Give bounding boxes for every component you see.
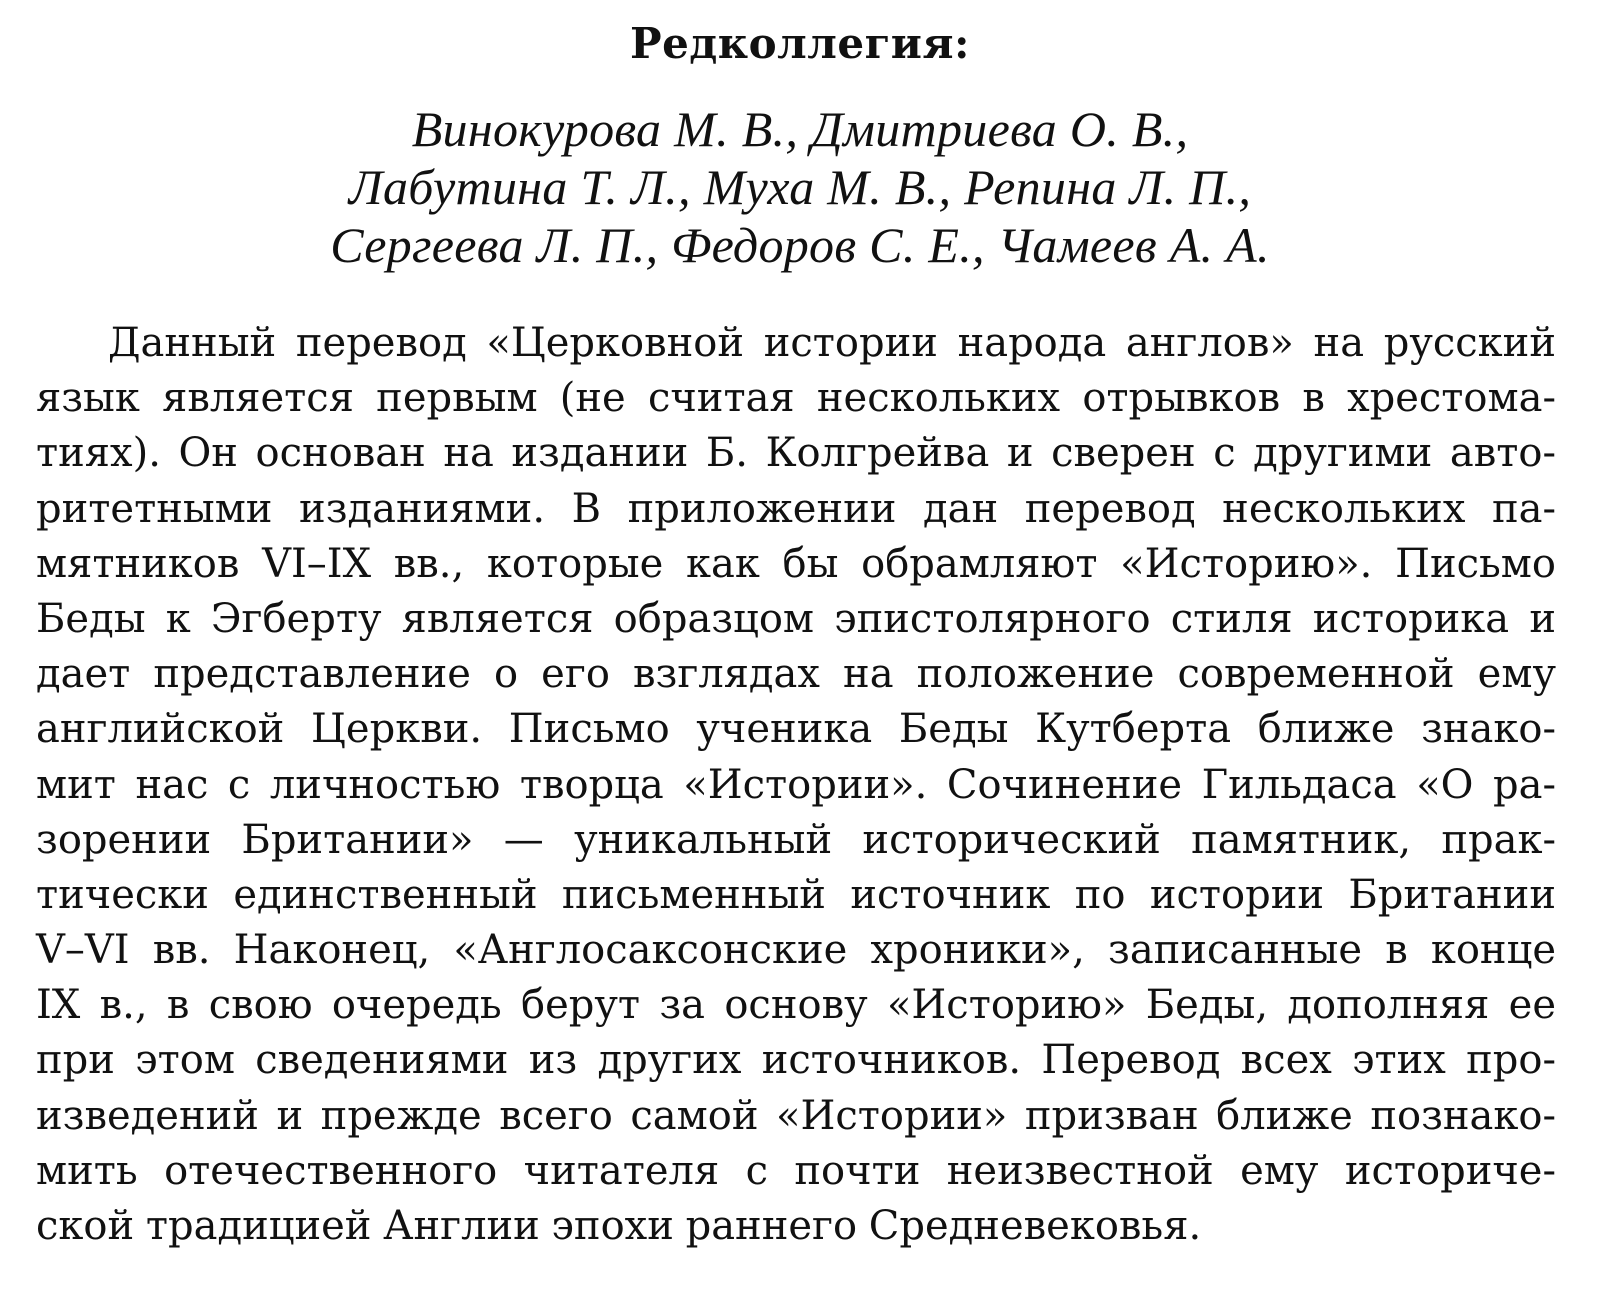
- paragraph-line: мятников VI–IX вв., которые как бы обрамляют «Историю». Письмо: [36, 540, 1556, 587]
- paragraph-line: ской традицией Англии эпохи раннего Средневековья.: [36, 1203, 1202, 1249]
- editors-line: Лабутина Т. Л., Муха М. В., Репина Л. П.,: [348, 159, 1252, 215]
- editors-line: Винокурова М. В., Дмитриева О. В.,: [411, 101, 1189, 157]
- paragraph-line: ритетными изданиями. В приложении дан перевод нескольких па-: [36, 485, 1556, 532]
- paragraph-line: язык является первым (не считая нескольких отрывков в хрестома-: [36, 375, 1556, 422]
- paragraph-line: изведений и прежде всего самой «Истории» призван ближе познако-: [36, 1092, 1556, 1139]
- editorial-board-heading: Редколлегия:: [629, 19, 970, 68]
- paragraph-line: при этом сведениями из других источников. Перевод всех этих про-: [36, 1037, 1556, 1084]
- editors-list: [0, 100, 1600, 274]
- paragraph-line: Беды к Эгберту является образцом эпистолярного стиля историка и: [36, 595, 1556, 642]
- description-paragraph: [36, 316, 1556, 1254]
- paragraph-line: дает представление о его взглядах на положение современной ему: [36, 651, 1556, 698]
- paragraph-line: мит нас с личностью творца «Истории». Сочинение Гильдаса «О ра-: [36, 761, 1556, 808]
- paragraph-line: Данный перевод «Церковной истории народа англов» на русский: [108, 320, 1556, 366]
- editors-line: Сергеева Л. П., Федоров С. Е., Чамеев А. А.: [330, 217, 1270, 273]
- paragraph-line: IX в., в свою очередь берут за основу «Историю» Беды, дополняя ее: [36, 982, 1556, 1029]
- paragraph-line: тиях). Он основан на издании Б. Колгрейва и сверен с другими авто-: [36, 430, 1556, 477]
- paragraph-line: зорении Британии» — уникальный исторический памятник, прак-: [36, 816, 1556, 863]
- paragraph-line: английской Церкви. Письмо ученика Беды Кутберта ближе знако-: [36, 706, 1556, 753]
- paragraph-line: тически единственный письменный источник по истории Британии: [36, 871, 1556, 918]
- paragraph-line: мить отечественного читателя с почти неизвестной ему историче-: [36, 1147, 1556, 1194]
- paragraph-line: V–VI вв. Наконец, «Англосаксонские хроники», записанные в конце: [36, 927, 1556, 974]
